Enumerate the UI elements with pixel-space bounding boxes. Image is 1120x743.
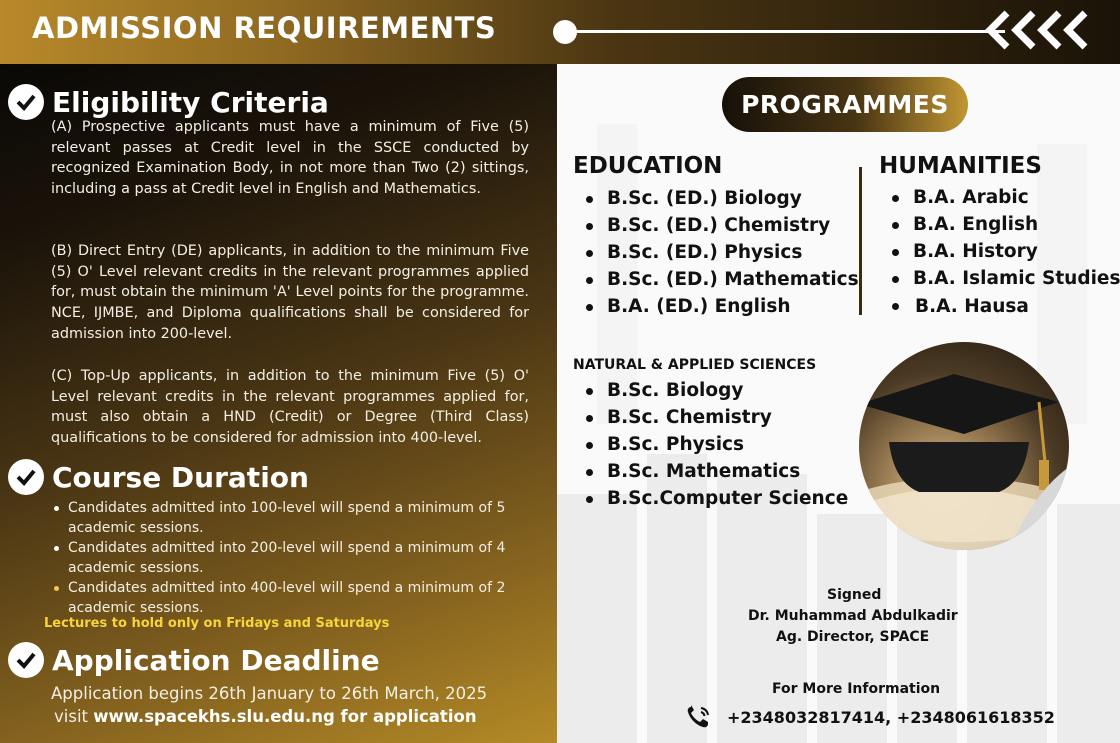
check-icon: [8, 642, 44, 678]
visit-suffix: for application: [334, 707, 477, 726]
list-item: B.Sc. (ED.) Physics: [577, 239, 859, 266]
humanities-list: [883, 184, 1120, 322]
list-item: B.A. Arabic: [883, 184, 1120, 211]
requirements-panel: [0, 64, 557, 743]
visit-prefix: visit: [54, 707, 94, 726]
humanities-title: HUMANITIES: [879, 153, 1042, 179]
more-info-label: For More Information: [772, 681, 941, 697]
sciences-list: [577, 377, 848, 512]
education-list: [577, 185, 859, 320]
graduation-cap-image: [859, 342, 1069, 550]
check-icon: [8, 84, 44, 120]
check-icon: [8, 459, 44, 495]
programmes-panel: [557, 64, 1120, 743]
website-link[interactable]: www.spacekhs.slu.edu.ng: [93, 707, 335, 726]
eligibility-para-c: (C) Top-Up applicants, in addition to the minimum Five (5) O' Level relevant credits in the relevant programmes applied for, must also obtain a HND (Credit) or Degree (Third Class) qualifications to be considered for admission into 400-level.: [51, 368, 529, 447]
list-item: B.A. History: [883, 238, 1120, 265]
list-item: B.Sc. Biology: [577, 377, 848, 404]
list-item: B.Sc. Chemistry: [577, 404, 848, 431]
list-item: B.Sc. (ED.) Biology: [577, 185, 859, 212]
list-item: B.Sc. Physics: [577, 431, 848, 458]
header-banner: [0, 0, 1120, 64]
deadline-dates: Application begins 26th January to 26th March, 2025: [51, 684, 488, 703]
duration-list: [52, 498, 532, 618]
signed-label: Signed: [827, 587, 882, 603]
education-title: EDUCATION: [573, 153, 723, 179]
deadline-title: Application Deadline: [52, 643, 380, 677]
phone-row: [685, 704, 1055, 730]
list-item: B.Sc. (ED.) Mathematics: [577, 266, 859, 293]
signatory-name: Dr. Muhammad Abdulkadir: [748, 608, 958, 624]
page-title: ADMISSION REQUIREMENTS: [32, 11, 497, 45]
deadline-visit: [54, 707, 554, 726]
list-item: Candidates admitted into 400-level will spend a minimum of 2 academic sessions.: [52, 578, 532, 618]
eligibility-heading: [8, 84, 329, 120]
phone-numbers[interactable]: +2348032817414, +2348061618352: [727, 707, 1055, 727]
list-item: Candidates admitted into 100-level will spend a minimum of 5 academic sessions.: [52, 498, 532, 538]
programmes-badge: PROGRAMMES: [722, 77, 968, 132]
eligibility-title: Eligibility Criteria: [52, 85, 329, 119]
sciences-title: NATURAL & APPLIED SCIENCES: [573, 357, 817, 373]
eligibility-para-a: (A) Prospective applicants must have a minimum of Five (5) relevant passes at Credit level in the SSCE conducted by recognized Examination Body, in not more than Two (2) sittings, including a pass at Credit level in English and Mathematics.: [51, 119, 529, 198]
duration-title: Course Duration: [52, 460, 309, 494]
header-dot: [553, 20, 577, 44]
lectures-note: Lectures to hold only on Fridays and Saturdays: [44, 616, 390, 631]
chevrons-icon: [985, 10, 1105, 50]
signatory-role: Ag. Director, SPACE: [776, 629, 930, 645]
list-item: B.A. Islamic Studies: [883, 265, 1120, 292]
duration-heading: [8, 459, 309, 495]
list-item: B.A. (ED.) English: [577, 293, 859, 320]
eligibility-para-b: (B) Direct Entry (DE) applicants, in addition to the minimum Five (5) O' Level relevant credits in the relevant programmes applied for, must obtain the minimum 'A' Level points for the programme. NCE, IJMBE, and Diploma qualifications shall be considered for admission into 200-level.: [51, 243, 529, 342]
list-item: B.A. Hausa: [883, 292, 1120, 322]
phone-icon: [685, 704, 713, 730]
list-item: B.Sc. Mathematics: [577, 458, 848, 485]
deadline-heading: [8, 642, 380, 678]
list-item: B.Sc. (ED.) Chemistry: [577, 212, 859, 239]
list-item: B.A. English: [883, 211, 1120, 238]
column-divider: [859, 167, 862, 315]
list-item: B.Sc.Computer Science: [577, 485, 848, 512]
list-item: Candidates admitted into 200-level will spend a minimum of 4 academic sessions.: [52, 538, 532, 578]
header-divider-line: [565, 30, 1005, 33]
